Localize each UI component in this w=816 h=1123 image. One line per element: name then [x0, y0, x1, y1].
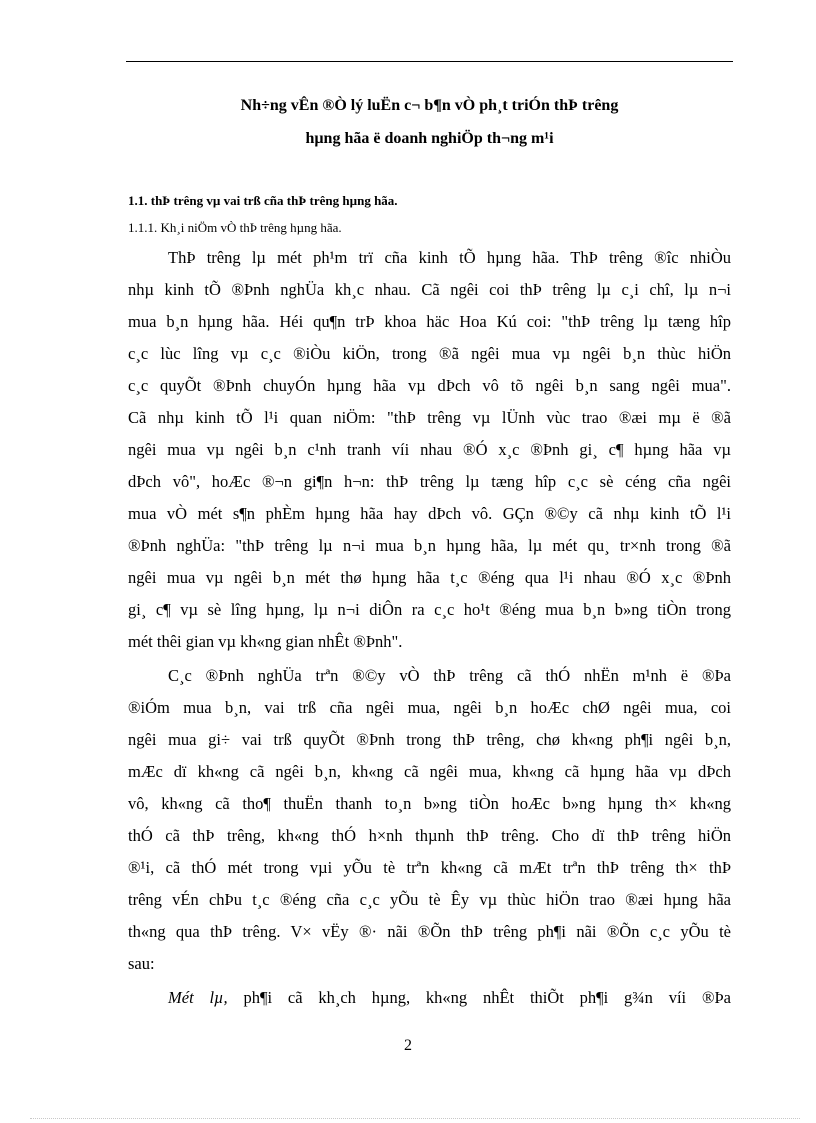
paragraph-1-line: gi¸ c¶ vµ sè lîng hµng, lµ n¬i diÔn ra c¸c ho¹t ®éng mua b¸n b»ng tiÒn trong [128, 600, 731, 619]
paragraph-1-line: ThÞ trêng lµ mét ph¹m trï cña kinh tÕ hµng hãa. ThÞ trêng ®îc nhiÒu [168, 248, 731, 267]
page-title-line-1: Nh÷ng vÊn ®Ò lý luËn c¬ b¶n vÒ ph¸t triÓn thÞ trêng [240, 97, 619, 114]
paragraph-1-line: nhµ kinh tÕ ®Þnh nghÜa kh¸c nhau. Cã ngêi coi thÞ trêng lµ c¸i chî, lµ n¬i [128, 280, 731, 299]
paragraph-2-line: sau: [128, 954, 155, 973]
paragraph-3-lead: Mét lµ, [168, 988, 228, 1007]
paragraph-2-line: thÓ cã thÞ trêng, kh«ng thÓ h×nh thµnh thÞ trêng. Cho dï thÞ trêng hiÖn [128, 826, 731, 845]
paragraph-1-line: ngêi mua vµ ngêi b¸n mét thø hµng hãa t¸c ®éng qua l¹i nhau ®Ó x¸c ®Þnh [128, 568, 731, 587]
page-title-line-2: hµng hãa ë doanh nghiÖp th¬ng m¹i [305, 130, 554, 147]
paragraph-1-line: ngêi mua vµ ngêi b¸n c¹nh tranh víi nhau ®Ó x¸c ®Þnh gi¸ c¶ hµng hãa vµ [128, 440, 731, 459]
section-heading: 1.1. thÞ trêng vµ vai trß cña thÞ trêng hµng hãa. [128, 193, 398, 208]
paragraph-2-line: ®iÓm mua b¸n, vai trß cña ngêi mua, ngêi b¸n hoÆc chØ ngêi mua, coi [128, 698, 731, 717]
paragraph-2-line: mÆc dï kh«ng cã ngêi b¸n, kh«ng cã ngêi mua, kh«ng cã hµng hãa vµ dÞch [128, 762, 731, 781]
paragraph-2-line: trêng vÉn chÞu t¸c ®éng cña c¸c yÕu tè Êy vµ thùc hiÖn trao ®æi hµng hãa [128, 890, 731, 909]
subsection-heading: 1.1.1. Kh¸i niÖm vÒ thÞ trêng hµng hãa. [128, 220, 342, 235]
paragraph-1-line: mét thêi gian vµ kh«ng gian nhÊt ®Þnh". [128, 632, 403, 651]
page-number: 2 [404, 1037, 412, 1054]
paragraph-2-line: ngêi mua gi÷ vai trß quyÕt ®Þnh trong thÞ trêng, chø kh«ng ph¶i ngêi b¸n, [128, 730, 731, 749]
paragraph-1-line: Cã nhµ kinh tÕ l¹i quan niÖm: "thÞ trêng vµ lÜnh vùc trao ®æi mµ ë ®ã [128, 408, 731, 427]
paragraph-1-line: dÞch vô", hoÆc ®¬n gi¶n h¬n: thÞ trêng lµ tæng hîp c¸c sè céng cña ngêi [128, 472, 731, 491]
paragraph-2-line: vô, kh«ng cã tho¶ thuËn thanh to¸n b»ng tiÒn hoÆc b»ng hµng th× kh«ng [128, 794, 731, 813]
paragraph-2-line: th«ng qua thÞ trêng. V× vËy ®· nãi ®Õn thÞ trêng ph¶i nãi ®Õn c¸c yÕu tè [128, 922, 731, 941]
paragraph-1-line: mua vÒ mét s¶n phÈm hµng hãa hay dÞch vô. GÇn ®©y cã nhµ kinh tÕ l¹i [128, 504, 731, 523]
header-rule [126, 61, 733, 62]
paragraph-1-line: ®Þnh nghÜa: "thÞ trêng lµ n¬i mua b¸n hµng hãa, lµ mét qu¸ tr×nh trong ®ã [128, 536, 731, 555]
paragraph-2-line: C¸c ®Þnh nghÜa trªn ®©y vÒ thÞ trêng cã thÓ nhËn m¹nh ë ®Þa [168, 666, 731, 685]
paragraph-1-line: c¸c lùc lîng vµ c¸c ®iÒu kiÖn, trong ®ã ngêi mua vµ ngêi b¸n thùc hiÖn [128, 344, 731, 363]
page-bottom-border [30, 1118, 800, 1119]
paragraph-3-line [168, 987, 731, 1009]
paragraph-1-line: mua b¸n hµng hãa. Héi qu¶n trÞ khoa häc Hoa Kú coi: "thÞ trêng lµ tæng hîp [128, 312, 731, 331]
paragraph-2-line: ®¹i, cã thÓ mét trong vµi yÕu tè trªn kh«ng cã mÆt trªn thÞ trêng th× thÞ [128, 858, 731, 877]
paragraph-3-text: ph¶i cã kh¸ch hµng, kh«ng nhÊt thiÕt ph¶i g¾n víi ®Þa [243, 988, 731, 1007]
paragraph-1-line: c¸c quyÕt ®Þnh chuyÓn hµng hãa vµ dÞch vô tõ ngêi b¸n sang ngêi mua". [128, 376, 731, 395]
